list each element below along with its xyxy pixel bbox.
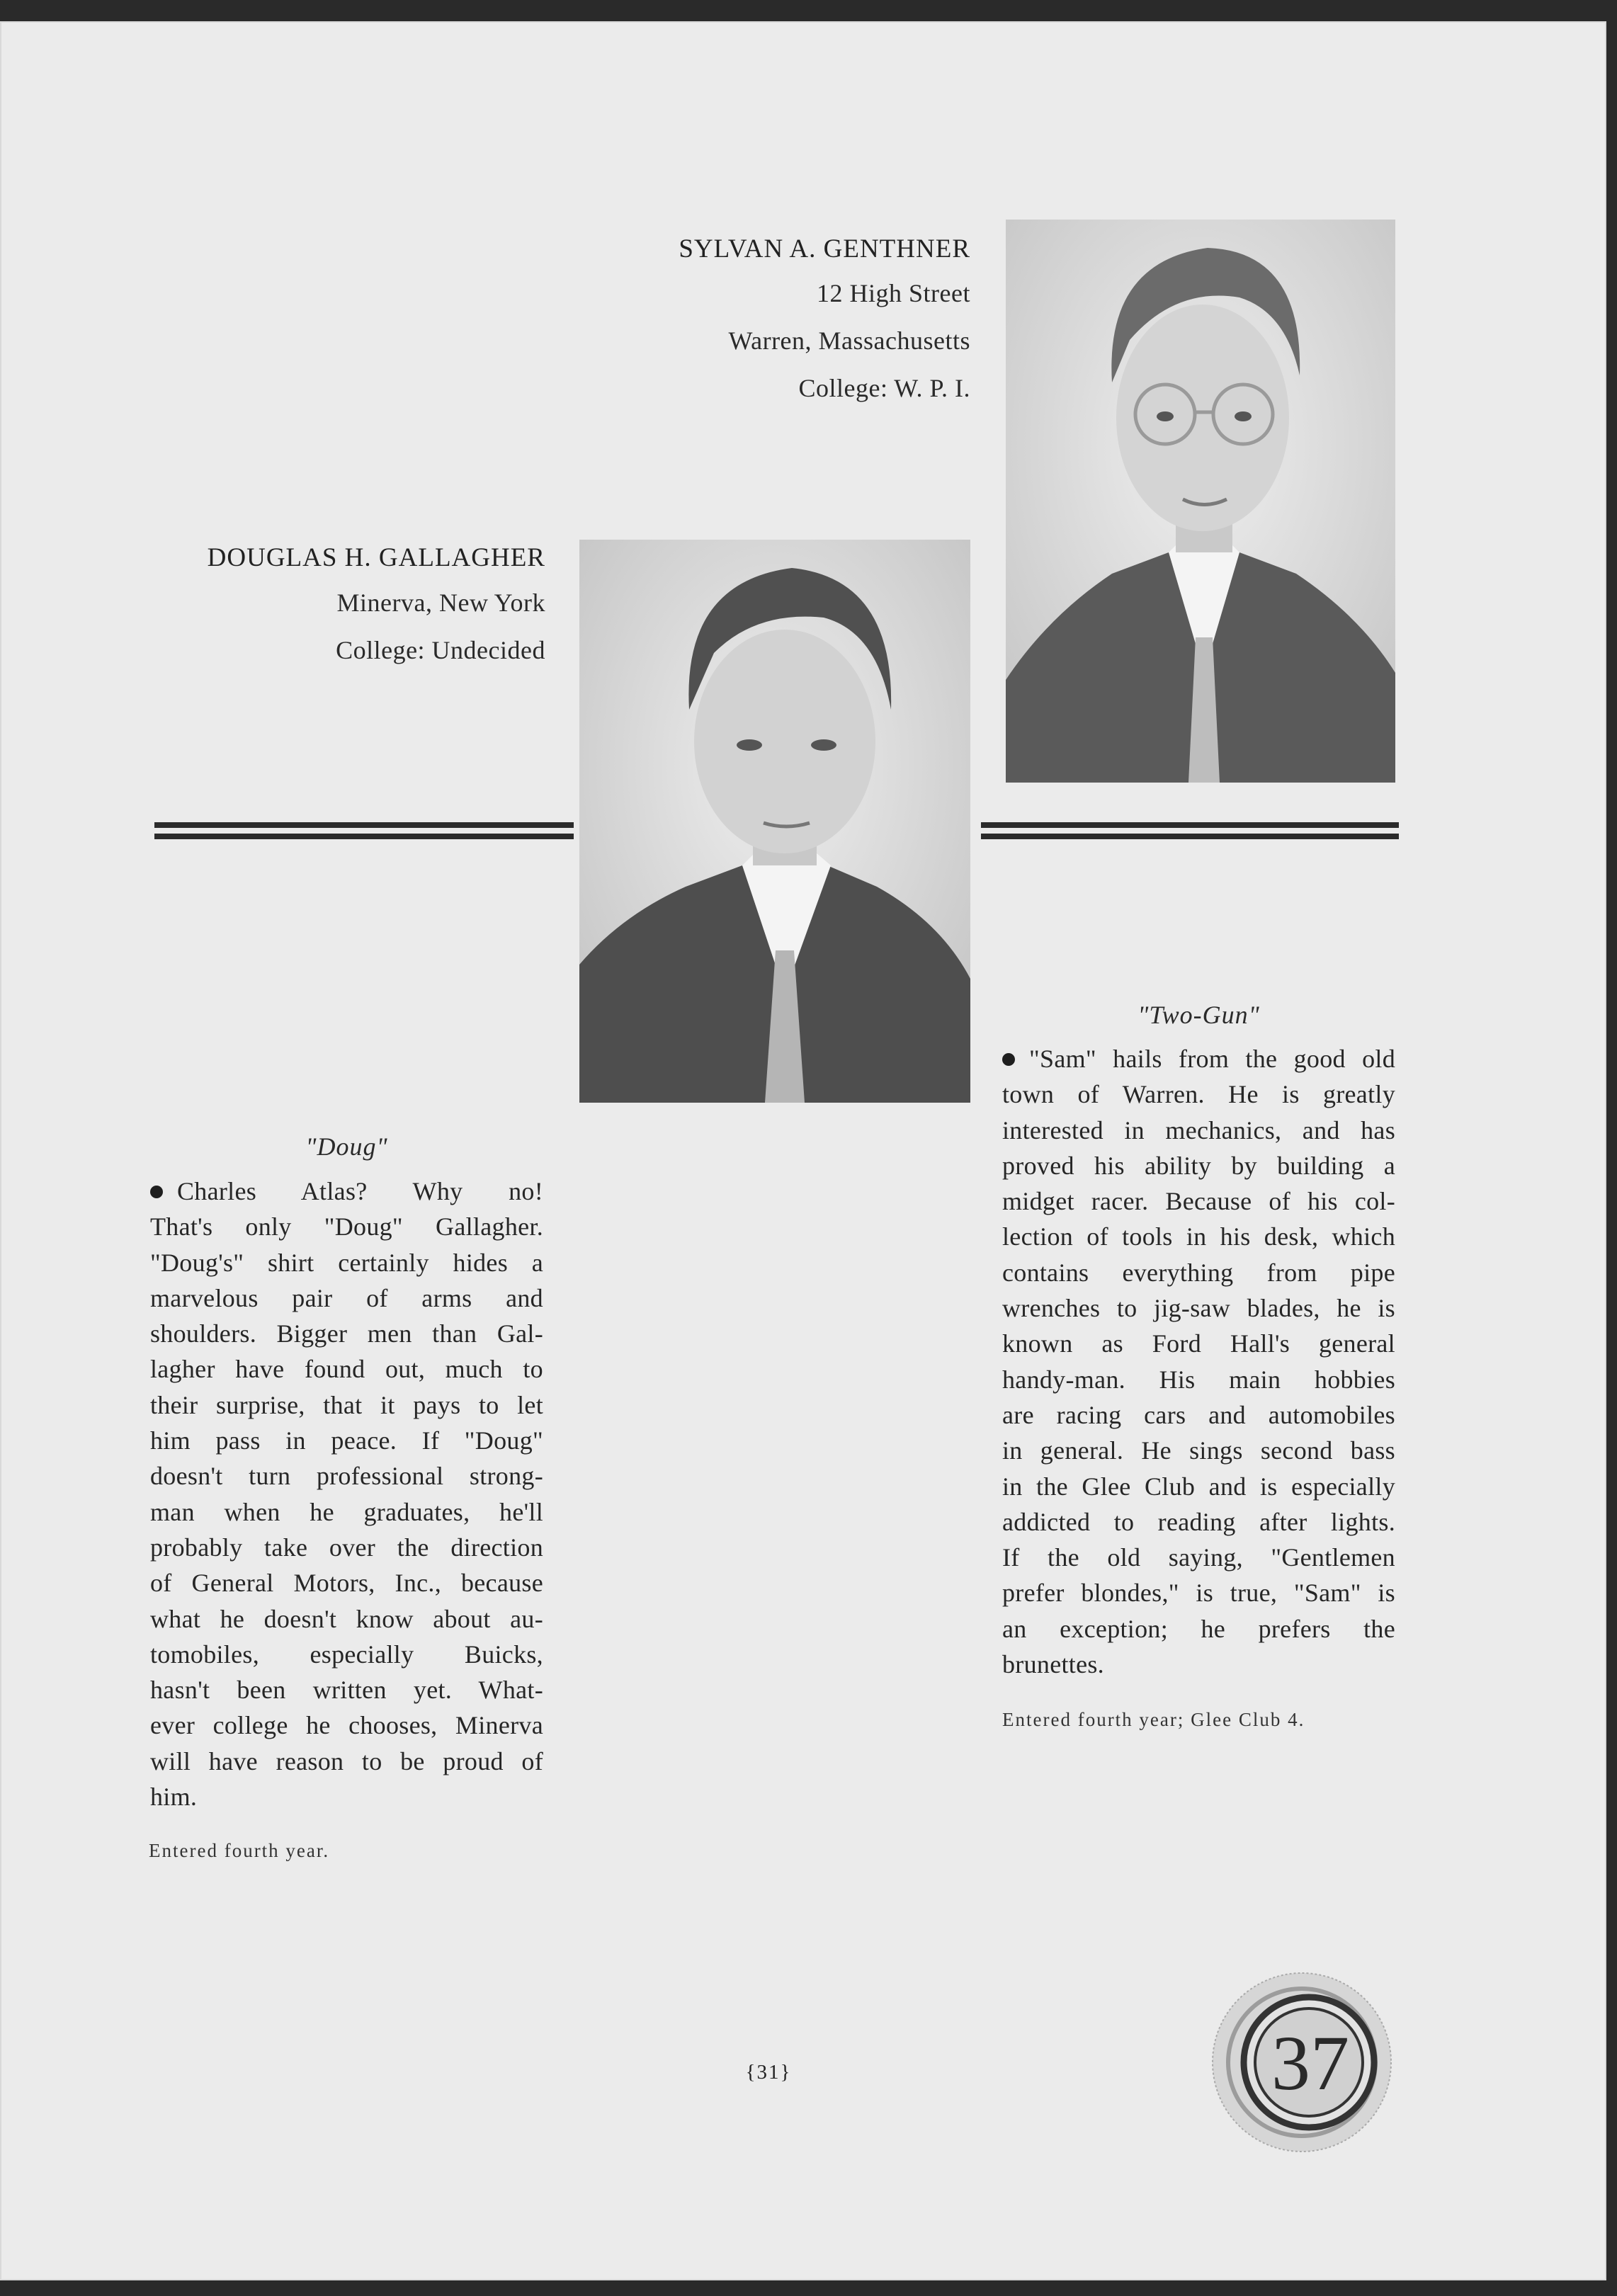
bio-line: contains everything from pipe — [1002, 1258, 1395, 1287]
bio-line: lection of tools in his desk, which — [1002, 1222, 1395, 1251]
bio-line: handy-man. His main hobbies — [1002, 1365, 1395, 1394]
bio-line: in the Glee Club and is especially — [1002, 1472, 1395, 1501]
student-2-nickname: "Doug" — [305, 1132, 388, 1161]
page-number: {31} — [745, 2061, 792, 2084]
bio-line: midget racer. Because of his col- — [1002, 1187, 1395, 1216]
bio-line: ever college he chooses, Minerva — [150, 1711, 543, 1740]
yearbook-page — [0, 21, 1606, 2280]
student-1-activities: Entered fourth year; Glee Club 4. — [1002, 1709, 1305, 1730]
bio-line: Charles Atlas? Why no! — [150, 1173, 543, 1209]
bio-line: addicted to reading after lights. — [1002, 1507, 1395, 1536]
bio-line: him. — [150, 1783, 198, 1812]
divider-right-top — [981, 822, 1399, 828]
bio-line: That's only "Doug" Gallagher. — [150, 1212, 543, 1241]
bullet-icon — [150, 1186, 163, 1198]
bio-line: marvelous pair of arms and — [150, 1283, 543, 1312]
student-2-name: DOUGLAS H. GALLAGHER — [207, 543, 545, 572]
student-1-city: Warren, Massachusetts — [728, 326, 970, 355]
bio-line: lagher have found out, much to — [150, 1355, 543, 1384]
bio-line: shoulders. Bigger men than Gal- — [150, 1319, 543, 1348]
bio-line: man when he graduates, he'll — [150, 1497, 543, 1526]
student-1-portrait — [1006, 220, 1395, 783]
bio-line: are racing cars and automobiles — [1002, 1400, 1395, 1429]
student-2-activities: Entered fourth year. — [149, 1840, 330, 1861]
student-2-college: College: Undecided — [336, 636, 545, 664]
bio-line: known as Ford Hall's general — [1002, 1329, 1395, 1358]
class-seal — [1210, 1970, 1394, 2154]
bio-line: hasn't been written yet. What- — [150, 1676, 543, 1705]
student-2-bio — [150, 1173, 543, 1814]
bio-line: "Sam" hails from the good old — [1002, 1041, 1395, 1076]
bio-line: an exception; he prefers the — [1002, 1614, 1395, 1643]
student-2-city: Minerva, New York — [336, 589, 545, 617]
divider-right-bottom — [981, 834, 1399, 839]
bio-line: town of Warren. He is greatly — [1002, 1080, 1395, 1109]
bio-line: doesn't turn professional strong- — [150, 1462, 543, 1491]
student-1-bio — [1002, 1041, 1395, 1682]
student-1-name: SYLVAN A. GENTHNER — [679, 234, 970, 263]
bio-line: brunettes. — [1002, 1650, 1104, 1679]
bio-line: prefer blondes," is true, "Sam" is — [1002, 1579, 1395, 1608]
bio-line: interested in mechanics, and has — [1002, 1115, 1395, 1144]
bio-line: him pass in peace. If "Doug" — [150, 1426, 543, 1455]
bio-line: probably take over the direction — [150, 1533, 543, 1562]
bio-line: their surprise, that it pays to let — [150, 1390, 543, 1419]
bio-line: what he doesn't know about au- — [150, 1604, 543, 1633]
bio-line: "Doug's" shirt certainly hides a — [150, 1248, 543, 1277]
student-1-street: 12 High Street — [817, 279, 970, 307]
bio-line: will have reason to be proud of — [150, 1746, 543, 1775]
bio-line: tomobiles, especially Buicks, — [150, 1639, 543, 1669]
bio-line: in general. He sings second bass — [1002, 1436, 1395, 1465]
student-2-portrait — [579, 540, 970, 1103]
bio-line: wrenches to jig-saw blades, he is — [1002, 1294, 1395, 1323]
class-year-text: 37 — [1271, 2020, 1349, 2106]
student-1-college: College: W. P. I. — [798, 374, 970, 402]
divider-left-bottom — [154, 834, 574, 839]
bio-line: proved his ability by building a — [1002, 1151, 1395, 1180]
student-1-nickname: "Two-Gun" — [1137, 1001, 1260, 1029]
bullet-icon — [1002, 1053, 1015, 1066]
bio-line: If the old saying, "Gentlemen — [1002, 1543, 1395, 1572]
bio-line: of General Motors, Inc., because — [150, 1569, 543, 1598]
divider-left-top — [154, 822, 574, 828]
